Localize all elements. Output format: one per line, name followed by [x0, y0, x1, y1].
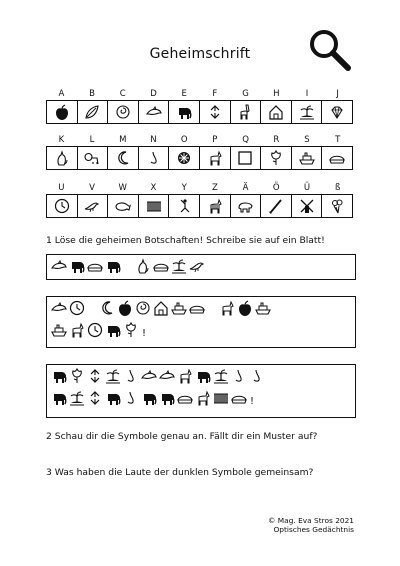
elephant-icon	[141, 390, 157, 406]
rose-icon	[115, 104, 131, 120]
symbol-cell	[292, 195, 323, 217]
letter-label: N	[150, 135, 157, 145]
moon-icon	[115, 150, 131, 166]
symbol-cell	[169, 101, 200, 123]
footer	[268, 516, 354, 534]
elephant-icon	[195, 368, 211, 384]
square-icon	[237, 150, 253, 166]
symbol-row	[46, 100, 353, 124]
house-icon	[268, 104, 284, 120]
letter-label: J	[336, 89, 339, 99]
letter-label: K	[58, 135, 65, 145]
task-1: 1 Löse die geheimen Botschaften! Schreibe sie auf ein Blatt!	[46, 235, 325, 246]
symbol-cell	[322, 195, 352, 217]
exclamation-mark: !	[142, 328, 147, 339]
bird-icon	[189, 258, 205, 274]
message-line	[47, 387, 355, 409]
footer-copyright: © Mag. Eva Stros 2021	[268, 516, 354, 525]
island-icon	[105, 368, 121, 384]
symbol-row	[46, 146, 353, 170]
symbol-cell	[139, 195, 170, 217]
elephant-icon	[51, 390, 67, 406]
yoga-icon	[176, 198, 192, 214]
symbol-cell	[322, 101, 352, 123]
symbol-row	[46, 194, 353, 218]
dolphin-icon	[51, 258, 67, 274]
message-line	[47, 319, 355, 341]
recycle-icon	[87, 368, 103, 384]
letter-label: C	[119, 89, 126, 99]
windmill-icon	[299, 198, 315, 214]
dolphin-icon	[146, 104, 162, 120]
nose-icon	[249, 368, 265, 384]
bear-icon	[237, 198, 253, 214]
letter-label: R	[273, 135, 280, 145]
letter-label: H	[273, 89, 280, 99]
letter-label: S	[304, 135, 310, 145]
pie-icon	[153, 258, 169, 274]
flower-icon	[69, 368, 85, 384]
diamond-icon	[329, 104, 345, 120]
flower-icon	[123, 322, 139, 338]
pie-icon	[231, 390, 247, 406]
letter-row	[46, 88, 353, 100]
island-icon	[171, 258, 187, 274]
message-line	[47, 365, 355, 387]
symbol-cell	[322, 147, 352, 169]
elephant-icon	[105, 322, 121, 338]
ship-icon	[255, 300, 271, 316]
bouquet-icon	[329, 198, 345, 214]
horse-icon	[69, 322, 85, 338]
symbol-cell	[139, 101, 170, 123]
leaf-icon	[84, 104, 100, 120]
letter-label: Ü	[303, 183, 311, 193]
letter-label: Q	[242, 135, 249, 145]
code-table-3	[46, 182, 353, 218]
symbol-cell	[261, 147, 292, 169]
bird-icon	[84, 198, 100, 214]
footer-subtitle: Optisches Gedächtnis	[273, 525, 354, 534]
letter-label: T	[335, 135, 341, 145]
horse-icon	[195, 390, 211, 406]
elephant-icon	[105, 390, 121, 406]
elephant-icon	[105, 258, 121, 274]
letter-label: P	[212, 135, 218, 145]
letter-label: E	[181, 89, 187, 99]
letter-label: I	[305, 89, 309, 99]
symbol-cell	[169, 147, 200, 169]
letter-label: ß	[335, 183, 341, 193]
recycle-icon	[207, 104, 223, 120]
dolphin-icon	[141, 368, 157, 384]
code-table-1	[46, 88, 353, 124]
symbol-cell	[78, 101, 109, 123]
letter-label: Y	[181, 183, 187, 193]
elephant-icon	[51, 368, 67, 384]
message-box-2	[46, 296, 356, 348]
symbol-cell	[47, 147, 78, 169]
ship-icon	[51, 322, 67, 338]
elephant-icon	[176, 104, 192, 120]
letter-row	[46, 134, 353, 146]
apple-icon	[117, 300, 133, 316]
clock-icon	[54, 198, 70, 214]
letter-label: O	[180, 135, 188, 145]
xylophone-icon	[213, 390, 229, 406]
symbol-cell	[261, 101, 292, 123]
cat-icon	[54, 150, 70, 166]
dolphin-icon	[51, 300, 67, 316]
symbol-cell	[200, 195, 231, 217]
symbol-cell	[200, 147, 231, 169]
flower-icon	[268, 150, 284, 166]
moon-icon	[99, 300, 115, 316]
symbol-cell	[292, 101, 323, 123]
whale-icon	[115, 198, 131, 214]
letter-label: U	[58, 183, 65, 193]
symbol-cell	[108, 101, 139, 123]
letter-label: V	[89, 183, 95, 193]
symbol-cell	[292, 147, 323, 169]
letter-label: A	[58, 89, 65, 99]
symbol-cell	[231, 195, 262, 217]
task-3: 3 Was haben die Laute der dunklen Symbole gemeinsam?	[46, 467, 314, 478]
message-line	[47, 297, 355, 319]
dolphin-icon	[159, 368, 175, 384]
symbol-cell	[139, 147, 170, 169]
letter-label: L	[89, 135, 95, 145]
letter-label: G	[242, 89, 249, 99]
symbol-cell	[169, 195, 200, 217]
letter-label: Ö	[272, 183, 280, 193]
orange-icon	[176, 150, 192, 166]
letter-row	[46, 182, 353, 194]
symbol-cell	[261, 195, 292, 217]
nose-icon	[146, 150, 162, 166]
symbol-cell	[200, 101, 231, 123]
oboe-icon	[268, 198, 284, 214]
house-icon	[153, 300, 169, 316]
letter-label: D	[150, 89, 157, 99]
page-title: Geheimschrift	[149, 46, 251, 62]
magnifier-icon	[306, 26, 354, 74]
clock-icon	[87, 322, 103, 338]
zebra-icon	[207, 198, 223, 214]
cat-icon	[135, 258, 151, 274]
message-box-3	[46, 364, 356, 418]
ship-icon	[171, 300, 187, 316]
message-box-1	[46, 254, 356, 280]
symbol-cell	[47, 101, 78, 123]
symbol-cell	[231, 101, 262, 123]
nose-icon	[231, 368, 247, 384]
letter-label: B	[89, 89, 95, 99]
pie-icon	[87, 258, 103, 274]
letter-label: X	[150, 183, 157, 193]
symbol-cell	[47, 195, 78, 217]
code-table-2	[46, 134, 353, 170]
pie-icon	[177, 390, 193, 406]
task-2: 2 Schau dir die Symbole genau an. Fällt dir ein Muster auf?	[46, 431, 318, 442]
nose-icon	[123, 390, 139, 406]
exclamation-mark: !	[250, 396, 255, 407]
elephant-icon	[69, 258, 85, 274]
rose-icon	[135, 300, 151, 316]
apple-icon	[237, 300, 253, 316]
message-line	[47, 255, 355, 277]
horse-icon	[219, 300, 235, 316]
recycle-icon	[87, 390, 103, 406]
pie-icon	[329, 150, 345, 166]
symbol-cell	[108, 195, 139, 217]
elephant-icon	[159, 390, 175, 406]
letter-label: F	[212, 89, 218, 99]
symbol-cell	[231, 147, 262, 169]
nose-icon	[123, 368, 139, 384]
horse-icon	[177, 368, 193, 384]
xylophone-icon	[146, 198, 162, 214]
symbol-cell	[108, 147, 139, 169]
lion-icon	[84, 150, 100, 166]
pie-icon	[189, 300, 205, 316]
symbol-cell	[78, 195, 109, 217]
island-icon	[69, 390, 85, 406]
letter-label: M	[119, 135, 127, 145]
island-icon	[213, 368, 229, 384]
clock-icon	[69, 300, 85, 316]
giraffe-icon	[237, 104, 253, 120]
island-icon	[299, 104, 315, 120]
letter-label: Z	[211, 183, 218, 193]
letter-label: Ä	[242, 183, 249, 193]
symbol-cell	[78, 147, 109, 169]
horse-icon	[207, 150, 223, 166]
apple-icon	[54, 104, 70, 120]
letter-label: W	[118, 183, 127, 193]
ship-icon	[299, 150, 315, 166]
